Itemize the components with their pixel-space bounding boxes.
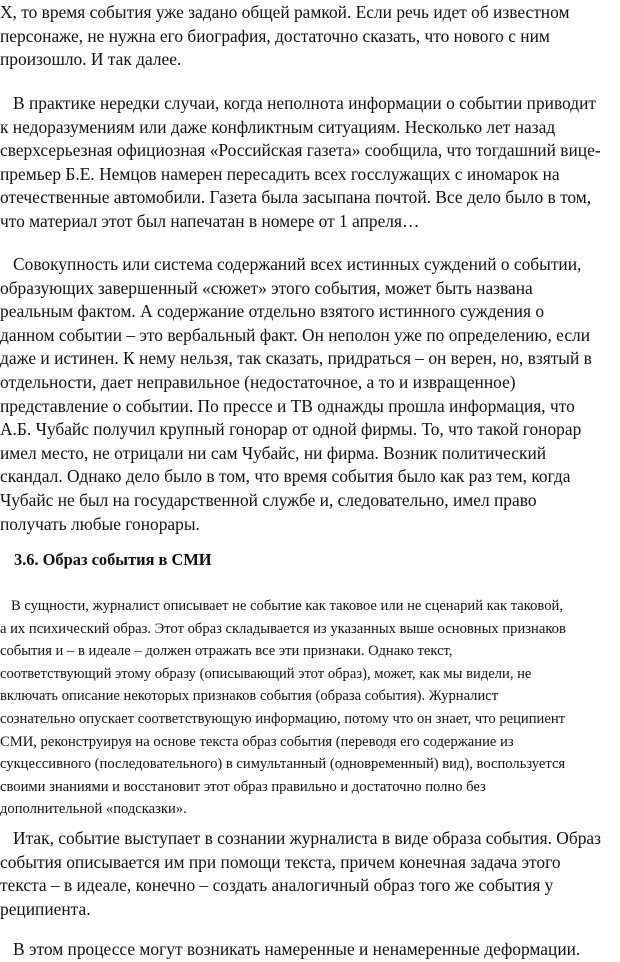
text-line-content: получать любые гонорары. bbox=[0, 513, 200, 534]
text-line-content: включать описание некоторых признаков события (образа события). Журналист bbox=[0, 688, 499, 705]
text-line-content: образующих завершенный «сюжет» этого события, может быть названа bbox=[0, 277, 533, 298]
text-line-content: Х, то время события уже задано общей рамкой. Если речь идет об известном bbox=[0, 2, 570, 22]
text-line-content: дополнительной «подсказки». bbox=[0, 801, 187, 818]
text-line-content: отдельности, дает неправильное (недостаточное, а то и извращенное) bbox=[0, 371, 516, 392]
text-line-content: имел место, не отрицали ни сам Чубайс, ни фирма. Возник политический bbox=[0, 442, 547, 463]
text-line-content: персонаже, не нужна его биография, достаточно сказать, что нового с ним bbox=[0, 25, 550, 46]
text-line-content: реальным фактом. А содержание отдельно взятого истинного суждения о bbox=[0, 301, 545, 322]
text-line-content: реципиента. bbox=[0, 898, 91, 919]
text-line-content: даже и истинен. К нему нельзя, так сказать, придраться – он верен, но, взятый в bbox=[0, 348, 592, 369]
text-line-content: представление о событии. По прессе и ТВ однажды прошла информация, что bbox=[0, 395, 575, 416]
text-line-content: к недоразумениям или даже конфликтным ситуациям. Несколько лет назад bbox=[0, 116, 556, 137]
text-line-content: Чубайс не был на государственной службе и, следовательно, имел право bbox=[0, 489, 537, 510]
text-line-content: своими знаниями и восстановит этот образ правильно и достаточно полно без bbox=[0, 778, 486, 795]
text-line-content: а их психический образ. Этот образ складывается из указанных выше основных признаков bbox=[0, 620, 566, 637]
text-line-content: Совокупность или система содержаний всех истинных суждений о событии, bbox=[0, 254, 582, 274]
text-line-content: сукцессивного (последовательного) в симультанный (одновременный) вид), воспользуется bbox=[0, 756, 566, 773]
text-line-content: скандал. Однако дело было в том, что время события было как раз тем, когда bbox=[0, 466, 571, 487]
text-line-content: В этом процессе могут возникать намеренные и ненамеренные деформации. bbox=[0, 939, 581, 959]
text-line-content: А.Б. Чубайс получил крупный гонорар от одной фирмы. То, что такой гонорар bbox=[0, 419, 582, 440]
text-line-content: отечественные автомобили. Газета была засыпана почтой. Все дело было в том, bbox=[0, 187, 592, 208]
text-line-content: события и – в идеале – должен отражать все эти признаки. Однако текст, bbox=[0, 643, 453, 660]
text-line-content: Итак, событие выступает в сознании журналиста в виде образа события. Образ bbox=[0, 828, 601, 848]
text-line-content: данном событии – это вербальный факт. Он неполон уже по определению, если bbox=[0, 324, 591, 345]
text-line-content: В практике нередки случаи, когда неполнота информации о событии приводит bbox=[0, 93, 596, 113]
text-line-content: что материал этот был напечатан в номере от 1 апреля… bbox=[0, 210, 420, 231]
text-line-content: В сущности, журналист описывает не событие как таковое или не сценарий как таковой, bbox=[0, 598, 563, 614]
text-line-content: соответствующий этому образу (описывающий этот образ), может, как мы видели, не bbox=[0, 665, 532, 682]
text-line-content: сознательно опускает соответствующую информацию, потому что он знает, что реципиент bbox=[0, 710, 566, 727]
text-line-content: произошло. И так далее. bbox=[0, 49, 182, 70]
section-heading: 3.6. Образ события в СМИ bbox=[14, 550, 212, 569]
text-line-content: события описывается им при помощи текста, причем конечная задача этого bbox=[0, 851, 561, 872]
text-line-content: сверхсерьезная официозная «Российская газета» сообщила, что тогдашний вице- bbox=[0, 140, 601, 161]
text-line-content: СМИ, реконструируя на основе текста образ события (переводя его содержание из bbox=[0, 733, 514, 750]
text-line-content: премьер Б.Е. Немцов намерен пересадить всех госслужащих с иномарок на bbox=[0, 163, 560, 184]
text-line-content: текста – в идеале, конечно – создать аналогичный образ того же события у bbox=[0, 875, 554, 896]
